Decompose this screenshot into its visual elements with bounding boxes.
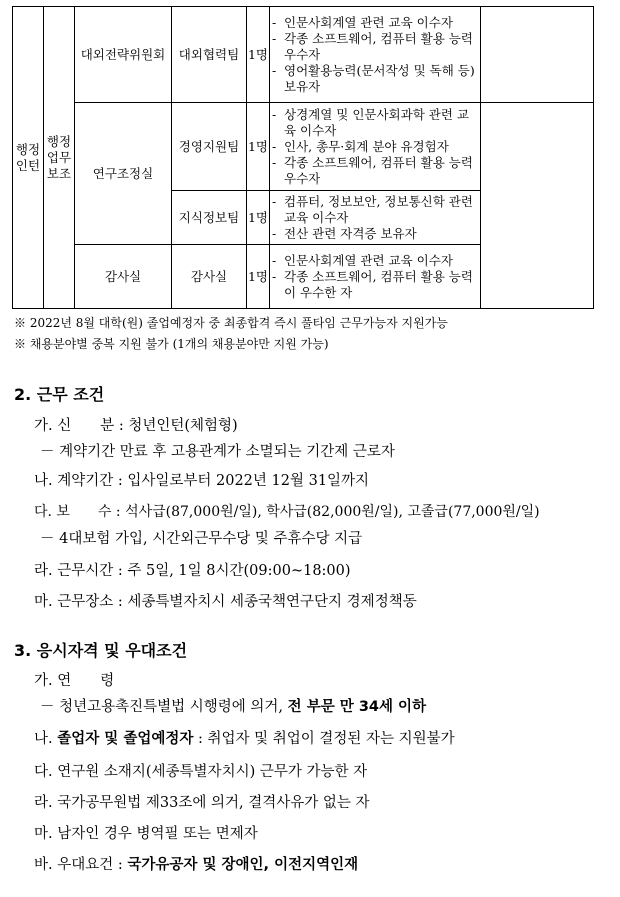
dept-cell: 대외전략위원회: [75, 7, 172, 103]
qualification-item-location: 다. 연구원 소재지(세종특별자치시) 근무가 가능한 자: [34, 764, 368, 780]
qualification-item-military: 마. 남자인 경우 병역필 또는 면제자: [34, 826, 258, 842]
condition-item: 가. 신 분 : 청년인턴(체험형): [34, 418, 238, 434]
condition-item: 라. 근무시간 : 주 5일, 1일 8시간(09:00~18:00): [34, 563, 351, 579]
qualification-item-graduate: 나. 졸업자 및 졸업예정자 : 취업자 및 취업이 결정된 자는 지원불가: [34, 731, 455, 747]
condition-item: 다. 보 수 : 석사급(87,000원/일), 학사급(82,000원/일), 고졸급(77,000원/일): [34, 504, 540, 520]
section-title: 3. 응시자격 및 우대조건: [14, 641, 188, 660]
count-cell: 1명: [247, 245, 270, 309]
dept-cell: 감사실: [75, 245, 172, 309]
count-cell: 1명: [247, 103, 270, 191]
condition-item: 마. 근무장소 : 세종특별자치시 세종국책연구단지 경제정책동: [34, 594, 417, 610]
condition-detail: － 계약기간 만료 후 고용관계가 소멸되는 기간제 근로자: [40, 444, 395, 460]
qualification-item: - 각종 소프트웨어, 컴퓨터 활용 능력 우수자: [272, 154, 473, 186]
qualification-item: - 각종 소프트웨어, 컴퓨터 활용 능력이 우수한 자: [272, 268, 473, 300]
qualification-detail: － 청년고용촉진특별법 시행령에 의거, 전 부문 만 34세 이하: [40, 699, 427, 715]
subcategory-cell: 행정업무보조: [44, 7, 75, 309]
qualification-item: - 인사, 총무·회계 분야 유경험자: [272, 138, 449, 154]
team-cell: 경영지원팀: [172, 103, 247, 191]
condition-detail: － 4대보험 가입, 시간외근무수당 및 주휴수당 지급: [40, 531, 363, 547]
empty-cell: [481, 7, 594, 103]
note-line: ※ 채용분야별 중복 지원 불가 (1개의 채용분야만 지원 가능): [14, 337, 329, 351]
recruitment-table: [12, 6, 594, 309]
qualification-item: - 각종 소프트웨어, 컴퓨터 활용 능력 우수자: [272, 30, 473, 62]
empty-cell: [481, 103, 594, 309]
qualification-item: - 인문사회계열 관련 교육 이수자: [272, 14, 453, 30]
qualification-item-preference: 바. 우대요건 : 국가유공자 및 장애인, 이전지역인재: [34, 857, 359, 873]
qualification-item-age: 가. 연 령: [34, 673, 115, 689]
count-cell: 1명: [247, 7, 270, 103]
dept-cell: 연구조정실: [75, 103, 172, 245]
qualification-item: - 인문사회계열 관련 교육 이수자: [272, 252, 453, 268]
qualification-item-law: 라. 국가공무원법 제33조에 의거, 결격사유가 없는 자: [34, 795, 370, 811]
qualification-cell: [270, 7, 481, 103]
team-cell: 대외협력팀: [172, 7, 247, 103]
category-cell: 행정인턴: [13, 7, 44, 309]
team-cell: 지식정보팀: [172, 191, 247, 245]
team-cell: 감사실: [172, 245, 247, 309]
qualification-item: - 영어활용능력(문서작성 및 독해 등) 보유자: [272, 62, 475, 94]
qualification-item: - 컴퓨터, 정보보안, 정보통신학 관련 교육 이수자: [272, 193, 473, 225]
count-cell: 1명: [247, 191, 270, 245]
qualification-cell: [270, 103, 481, 191]
note-line: ※ 2022년 8월 대학(원) 졸업예정자 중 최종합격 즉시 풀타임 근무가능자 지원가능: [14, 316, 448, 330]
qualification-cell: [270, 191, 481, 245]
qualification-item: - 전산 관련 자격증 보유자: [272, 225, 417, 241]
qualification-item: - 상경계열 및 인문사회과학 관련 교육 이수자: [272, 106, 469, 138]
table-notes: [14, 313, 448, 355]
section-title: 2. 근무 조건: [14, 385, 105, 404]
qualification-cell: [270, 245, 481, 309]
condition-item: 나. 계약기간 : 입사일로부터 2022년 12월 31일까지: [34, 473, 370, 489]
